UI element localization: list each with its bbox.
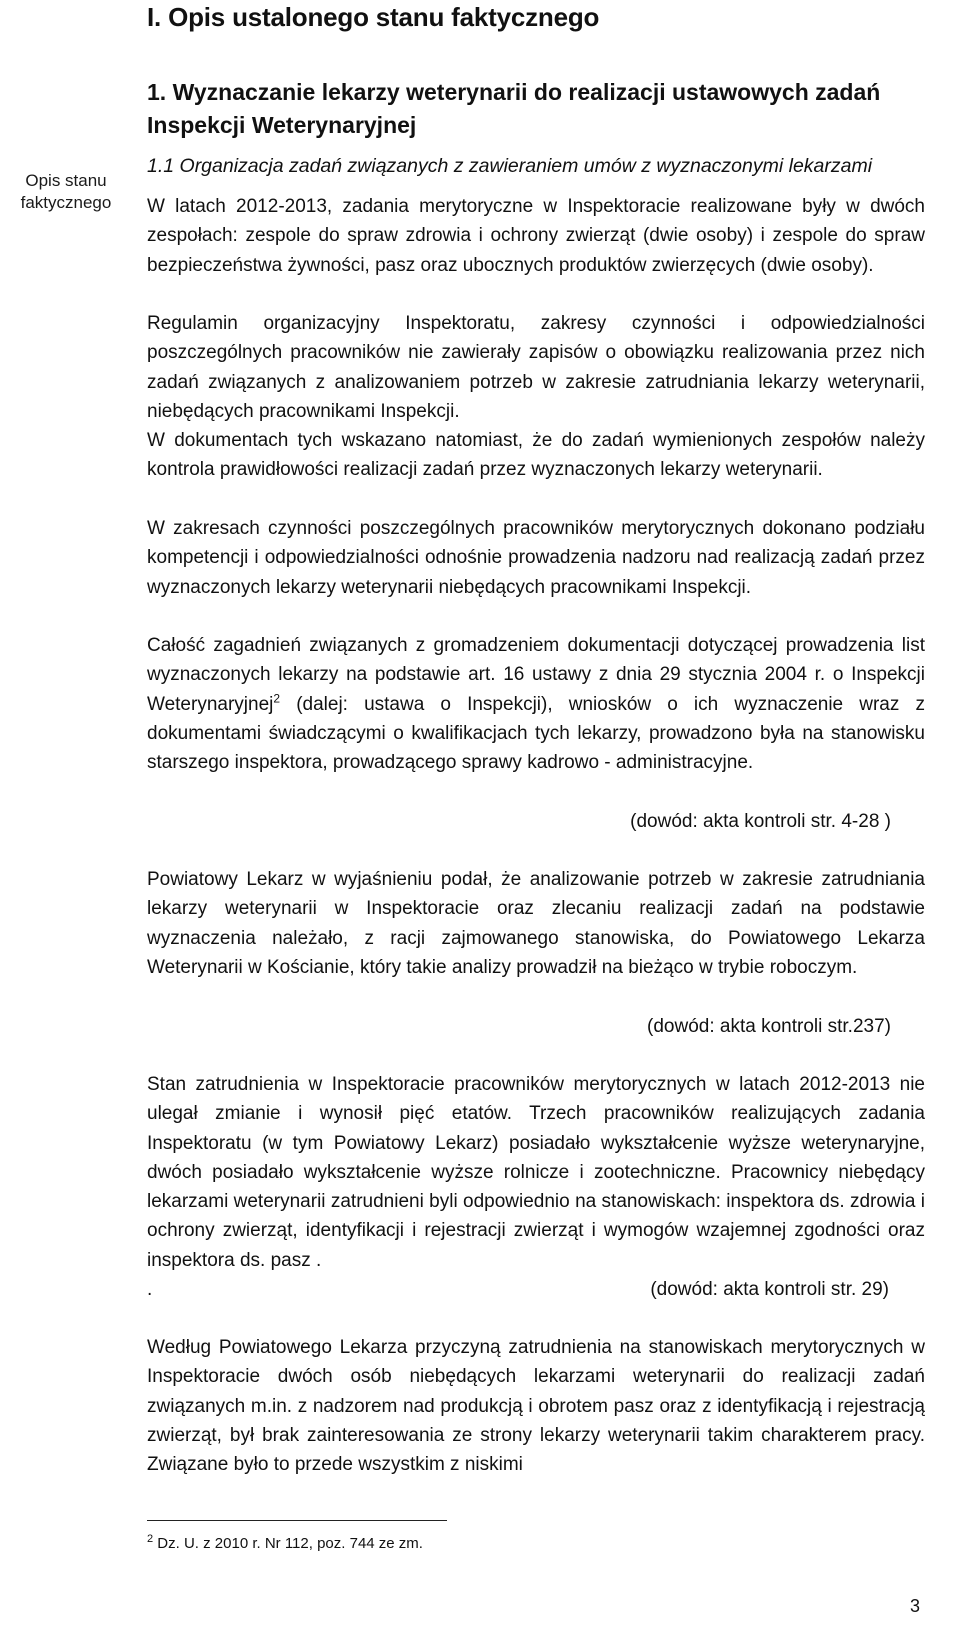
evidence-reference-3: . (dowód: akta kontroli str. 29)	[147, 1279, 889, 1300]
paragraph-regulations: Regulamin organizacyjny Inspektoratu, zakresy czynności i odpowiedzialności poszczególnych pracowników nie zawierały zapisów o obowiązku realizowania przez nich zadań związanych z analizowaniem potrzeb w zakresie zatrudniania lekarzy weterynarii, niebędących pracownikami Inspekcji.	[147, 313, 925, 422]
footnote-mark: 2	[147, 1533, 154, 1545]
footnote	[147, 1528, 423, 1555]
subsection-heading: 1.1 Organizacja zadań związanych z zawieraniem umów z wyznaczonymi lekarzami	[147, 155, 873, 177]
paragraph-employment: Stan zatrudnienia w Inspektoracie pracowników merytorycznych w latach 2012-2013 nie ulegał zmianie i wynosił pięć etatów. Trzech pracowników realizujących zadania Inspektoratu (w tym Powiatowy Lekarz) posiadało wykształcenie wyższe weterynaryjne, dwóch posiadało wykształcenie wyższe rolnicze i zootechniczne. Pracownicy niebędący lekarzami weterynarii zatrudnieni byli odpowiednio na stanowiskach: inspektora ds. zdrowia i ochrony zwierząt, identyfikacji i rejestracji zwierząt i wymogów wzajemnej zgodności oraz inspektora ds. pasz .	[147, 1074, 925, 1271]
paragraph-reasons: Według Powiatowego Lekarza przyczyną zatrudnienia na stanowiskach merytorycznych w Inspektoracie dwóch osób niebędących lekarzami weterynarii do realizacji zadań związanych m.in. z nadzorem nad produkcją i obrotem pasz oraz z identyfikacją i rejestracją zwierząt, był brak zainteresowania ze strony lekarzy weterynarii takim charakterem pracy. Związane było to przede wszystkim z niskimi	[147, 1337, 925, 1476]
page-number: 3	[910, 1596, 921, 1616]
evidence-reference-1: (dowód: akta kontroli str. 4-28 )	[630, 811, 891, 832]
footnote-text: Dz. U. z 2010 r. Nr 112, poz. 744 ze zm.	[153, 1535, 423, 1552]
paragraph-documentation-part-2: (dalej: ustawa o Inspekcji), wniosków o ich wyznaczenie wraz z dokumentami świadczącymi o kwalifikacjach tych lekarzy, prowadzono była na stanowisku starszego inspektora, prowadzącego sprawy kadrowo - administracyjne.	[147, 693, 925, 774]
paragraph-documents: W dokumentach tych wskazano natomiast, że do zadań wymienionych zespołów należy kontrola prawidłowości realizacji zadań przez wyznaczonych lekarzy weterynarii.	[147, 430, 925, 481]
margin-note: Opis stanu faktycznego	[20, 171, 112, 212]
paragraph-documentation-part-1: Całość zagadnień związanych z gromadzeniem dokumentacji dotyczącej prowadzenia list wyznaczonych lekarzy na podstawie art. 16 ustawy z dnia 29 stycznia 2004 r. o Inspekcji Weterynaryjnej	[147, 635, 925, 715]
section-heading: 1. Wyznaczanie lekarzy weterynarii do realizacji ustawowych zadań Inspekcji Weterynaryjnej	[147, 79, 881, 138]
page-title: I. Opis ustalonego stanu faktycznego	[147, 2, 600, 32]
footnote-reference[interactable]: 2	[273, 691, 281, 706]
paragraph-competences: W zakresach czynności poszczególnych pracowników merytorycznych dokonano podziału kompetencji i odpowiedzialności odnośnie prowadzenia nadzoru nad realizacją zadań przez wyznaczonych lekarzy weterynarii niebędących pracownikami Inspekcji.	[147, 518, 925, 598]
evidence-dot: .	[147, 1279, 153, 1300]
footnote-separator	[147, 1520, 447, 1521]
paragraph-teams: W latach 2012-2013, zadania merytoryczne w Inspektoracie realizowane były w dwóch zespołach: zespole do spraw zdrowia i ochrony zwierząt (dwie osoby) i zespole do spraw bezpieczeństwa żywności, pasz oraz ubocznych produktów zwierzęcych (dwie osoby).	[147, 196, 925, 276]
paragraph-explanation: Powiatowy Lekarz w wyjaśnieniu podał, że analizowanie potrzeb w zakresie zatrudniania lekarzy weterynarii w Inspektoracie oraz zlecaniu realizacji zadań na podstawie wyznaczenia należało, z racji zajmowanego stanowiska, do Powiatowego Lekarza Weterynarii w Kościanie, który takie analizy prowadził na bieżąco w trybie roboczym.	[147, 869, 925, 978]
evidence-reference-2: (dowód: akta kontroli str.237)	[647, 1016, 891, 1037]
paragraph-documentation	[147, 631, 925, 777]
